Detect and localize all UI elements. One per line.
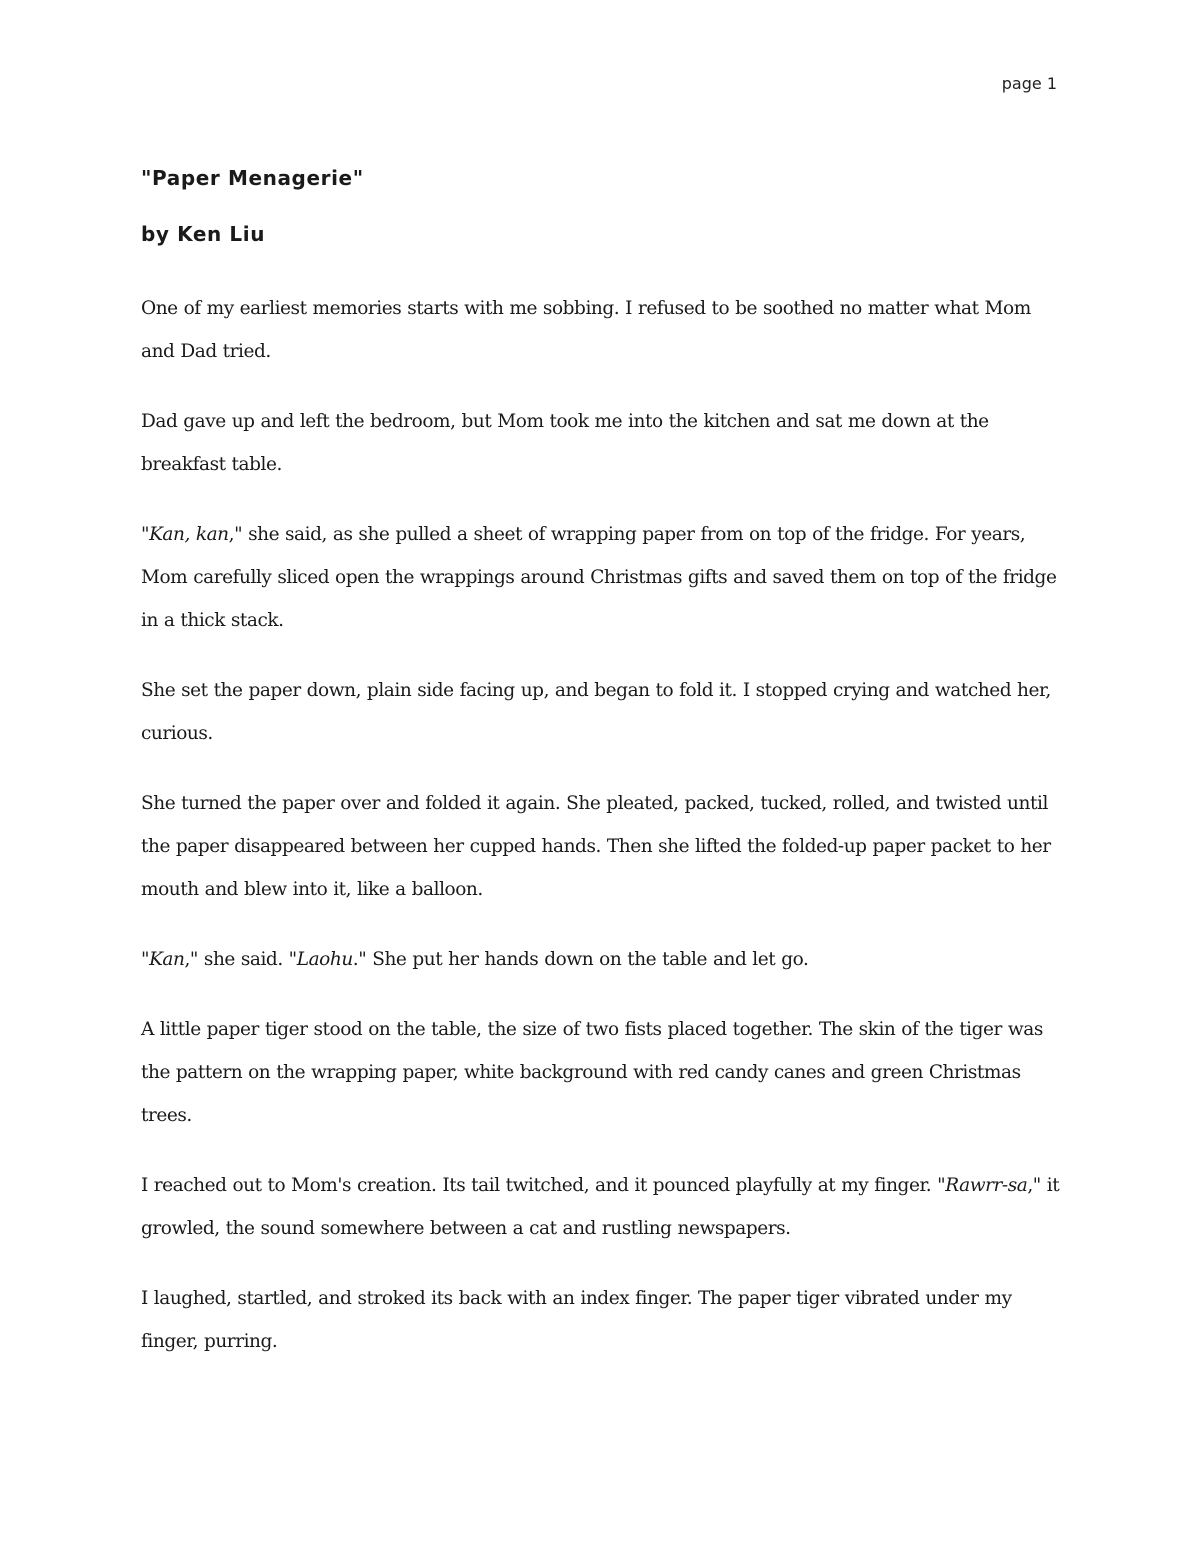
story-text [141,287,1061,1363]
paragraph [141,1277,1061,1363]
page-number: page 1 [1001,74,1057,93]
paragraph [141,782,1061,911]
paragraph [141,1164,1061,1250]
italic-text-run: Kan [149,949,185,970]
text-run: ," she said. " [184,949,297,970]
paragraph [141,400,1061,486]
text-run: She turned the paper over and folded it again. She pleated, packed, tucked, rolled, and twisted until the paper disappeared between her cupped hands. Then she lifted the folded-up paper packet to her mouth and blew into it, like a balloon. [141,793,1051,900]
paragraph [141,287,1061,373]
text-run: One of my earliest memories starts with me sobbing. I refused to be soothed no matter what Mom and Dad tried. [141,298,1031,362]
text-run: " [141,949,150,970]
text-run: ." She put her hands down on the table and let go. [352,949,809,970]
italic-text-run: Kan, kan [149,524,229,545]
text-run: " [141,524,150,545]
document-body [141,166,1061,1390]
paragraph [141,513,1061,642]
paragraph [141,1008,1061,1137]
italic-text-run: Rawrr-sa [945,1175,1028,1196]
text-run: Dad gave up and left the bedroom, but Mom took me into the kitchen and sat me down at the breakfast table. [141,411,989,475]
text-run: She set the paper down, plain side facing up, and began to fold it. I stopped crying and watched her, curious. [141,680,1051,744]
story-byline: by Ken Liu [141,222,266,246]
text-run: ," she said, as she pulled a sheet of wrapping paper from on top of the fridge. For years, Mom carefully sliced open the wrappings around Christmas gifts and saved them on top of the fridge in a thick stack. [141,524,1057,631]
text-run: ," it growled, the sound somewhere between a cat and rustling newspapers. [141,1175,1060,1239]
text-run: I laughed, startled, and stroked its back with an index finger. The paper tiger vibrated under my finger, purring. [141,1288,1012,1352]
text-run: A little paper tiger stood on the table, the size of two fists placed together. The skin of the tiger was the pattern on the wrapping paper, white background with red candy canes and green Christmas trees. [141,1019,1043,1126]
paragraph [141,669,1061,755]
italic-text-run: Laohu [296,949,353,970]
paragraph [141,938,1061,981]
text-run: I reached out to Mom's creation. Its tail twitched, and it pounced playfully at my finger. " [141,1175,946,1196]
story-title: "Paper Menagerie" [141,166,364,190]
